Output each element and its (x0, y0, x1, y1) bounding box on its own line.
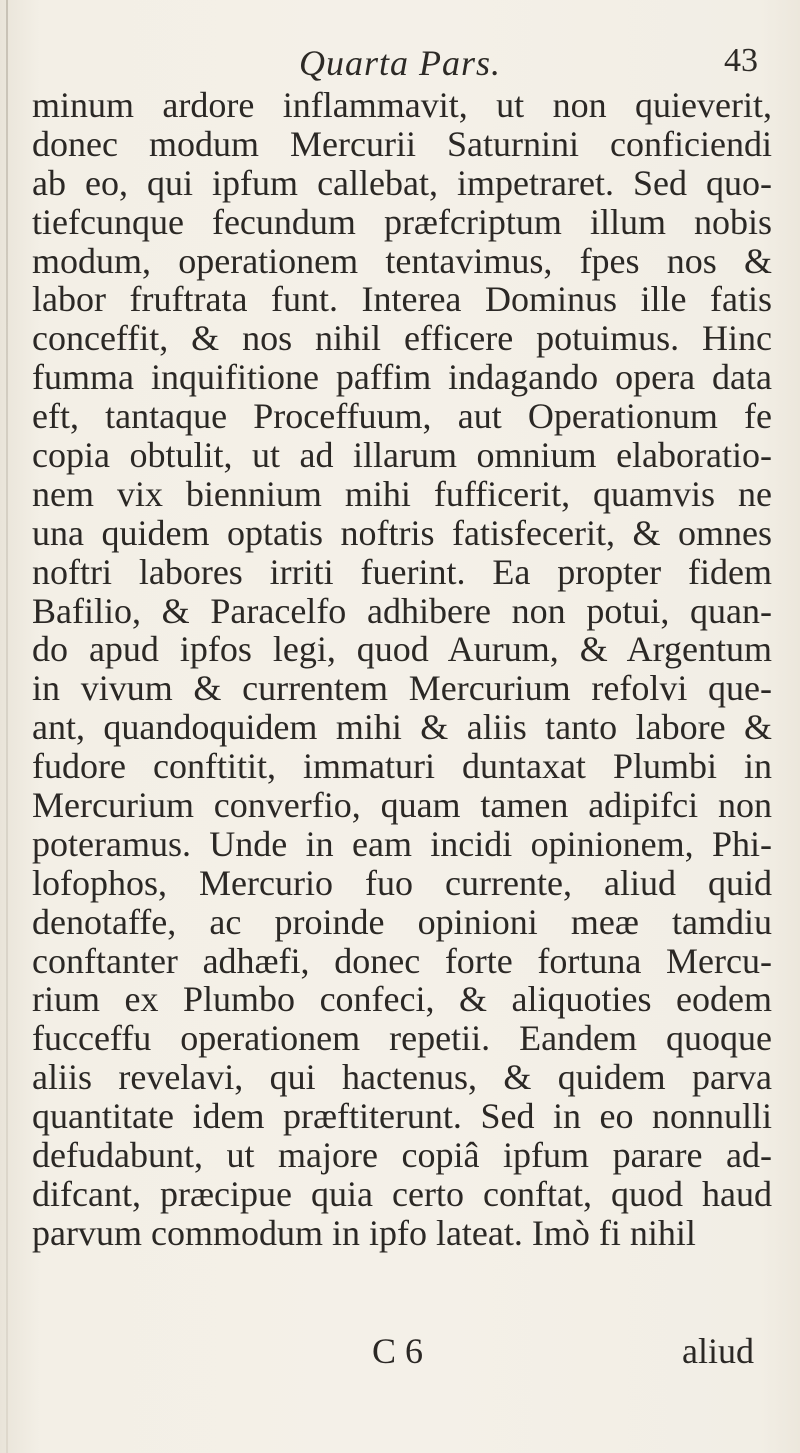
text-line: ant, quandoquidem mihi & aliis tanto labore & (32, 707, 772, 748)
text-line: poteramus. Unde in eam incidi opinionem, Phi- (32, 823, 772, 864)
text-line: noftri labores irriti fuerint. Ea propter fidem (32, 551, 772, 592)
body-text (32, 86, 772, 1253)
text-line: defudabunt, ut majore copiâ ipfum parare ad- (32, 1135, 772, 1176)
text-line: Mercurium converfio, quam tamen adipifci non (32, 785, 772, 826)
page-header (0, 28, 800, 83)
text-line: quantitate idem præftiterunt. Sed in eo nonnulli (32, 1096, 772, 1137)
text-line: tiefcunque fecundum præfcriptum illum nobis (32, 201, 772, 242)
text-line: labor fruftrata funt. Interea Dominus ille fatis (32, 279, 772, 320)
text-line: donec modum Mercurii Saturnini conficiendi (32, 123, 772, 164)
text-line: parvum commodum in ipfo lateat. Imò fi nihil (32, 1212, 696, 1253)
text-line: denotaffe, ac proinde opinioni meæ tamdiu (32, 901, 772, 942)
text-line: una quidem optatis noftris fatisfecerit, & omnes (32, 512, 772, 553)
text-line: nem vix biennium mihi fufficerit, quamvis ne (32, 473, 772, 514)
catchword: aliud (682, 1331, 754, 1371)
running-head: Quarta Pars. (298, 43, 502, 83)
text-line: fumma inquifitione paffim indagando opera data (32, 357, 772, 398)
text-line: in vivum & currentem Mercurium refolvi que- (32, 668, 772, 709)
text-line: Bafilio, & Paracelfo adhibere non potui, quan- (32, 590, 772, 631)
text-line: fudore conftitit, immaturi duntaxat Plumbi in (32, 746, 772, 787)
text-line: rium ex Plumbo confeci, & aliquoties eodem (32, 979, 772, 1020)
text-line: modum, operationem tentavimus, fpes nos & (32, 240, 772, 281)
text-line: lofophos, Mercurio fuo currente, aliud quid (32, 862, 772, 903)
signature-mark: C 6 (372, 1331, 424, 1371)
text-line: fucceffu operationem repetii. Eandem quoque (32, 1018, 772, 1059)
page-number: 43 (724, 42, 758, 79)
text-line: eft, tantaque Proceffuum, aut Operationum fe (32, 396, 772, 437)
text-line: conceffit, & nos nihil efficere potuimus. Hinc (32, 318, 772, 359)
text-line: difcant, præcipue quia certo conftat, quod haud (32, 1173, 772, 1214)
text-line: ab eo, qui ipfum callebat, impetraret. Sed quo- (32, 162, 772, 203)
page-footer (0, 1330, 800, 1370)
gutter-edge (6, 0, 8, 1453)
text-line: conftanter adhæfi, donec forte fortuna Mercu- (32, 940, 772, 981)
text-line: copia obtulit, ut ad illarum omnium elaboratio- (32, 435, 772, 476)
text-line: do apud ipfos legi, quod Aurum, & Argentum (32, 629, 772, 670)
text-line: aliis revelavi, qui hactenus, & quidem parva (32, 1057, 772, 1098)
text-line: minum ardore inflammavit, ut non quieverit, (32, 85, 772, 125)
